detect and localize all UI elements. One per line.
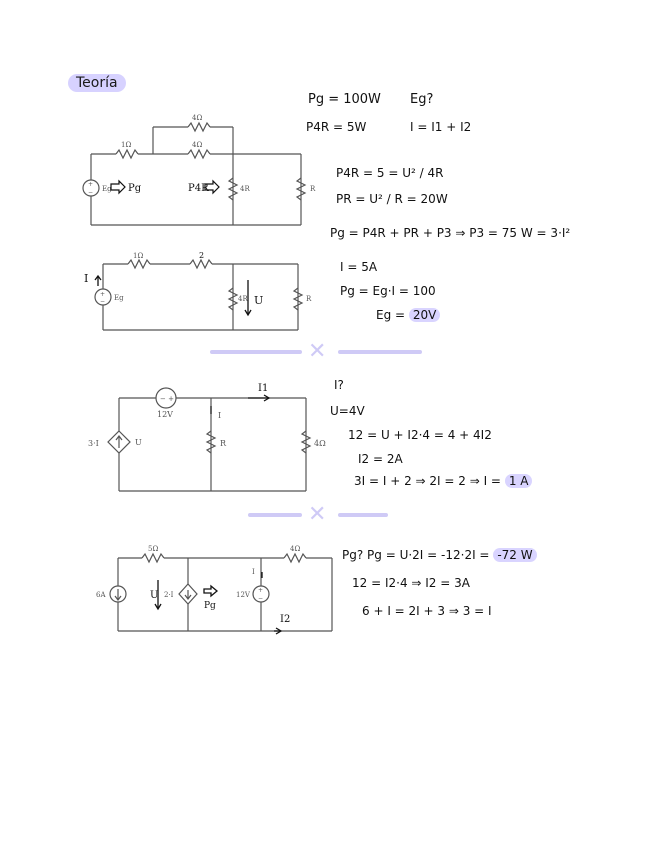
eg-prefix: Eg = [376,308,406,322]
note-eq3-1: 12 = I2·4 ⇒ I2 = 3A [352,576,470,590]
separator-x: ✕ [308,502,327,527]
v-source-label: 12V [236,591,250,599]
resistor-label: 4Ω [290,545,301,553]
current-label: I [84,272,89,285]
separator-x: ✕ [308,339,327,364]
voltage-label: U [150,590,159,601]
resistor-label: 5Ω [148,545,159,553]
note-currents: I = I1 + I2 [410,120,472,134]
voltage-label: U [135,438,142,447]
dep-source-label: 3·I [88,439,99,448]
resistor-label: 4R [240,185,250,193]
current-label: I [252,568,255,576]
svg-text:−: − [88,189,94,196]
note-eq2 [354,474,532,488]
note-pg3 [342,548,537,562]
circuit-3 [94,542,344,638]
resistor-label: 1Ω [133,252,144,260]
resistor-label: 1Ω [121,141,132,149]
current-label: I [218,411,222,420]
eq2-prefix: 3I = I + 2 ⇒ 2I = 2 ⇒ I = [354,474,501,488]
note-pg: Pg = 100W [308,92,381,107]
note-p4r: P4R = 5W [306,120,367,134]
voltage-label: U [254,294,264,307]
resistor-label: 4R [238,295,248,303]
pg-arrow-label: Pg [204,601,216,611]
current-label: I2 [280,614,291,625]
svg-text:+: + [258,587,264,594]
note-i: I = 5A [340,260,378,274]
note-pg-eg: Pg = Eg·I = 100 [340,284,436,298]
resistor-label: R [306,295,312,303]
svg-text:−: − [100,298,106,305]
resistor-label: 2 [199,251,205,260]
source-label: Eg [114,294,124,302]
dep-source-label: 2·I [164,591,174,599]
separator-bar [338,513,388,517]
pg-arrow-label: Pg [128,183,142,194]
separator-bar [338,350,422,354]
source-label: Eg [102,185,112,193]
i-answer: 1 A [505,474,533,488]
resistor-label: R [310,185,316,193]
i-source-label: 6A [96,591,106,599]
resistor-label: 4Ω [192,114,203,122]
separator-bar [210,350,302,354]
note-p4r-eq: P4R = 5 = U² / 4R [336,166,444,180]
note-i-question: I? [334,378,344,392]
circuit-2 [88,376,335,498]
svg-text:+: + [88,181,94,188]
separator-bar [248,513,302,517]
note-eq1: 12 = U + I2·4 = 4 + 4I2 [348,428,492,442]
note-pg-sum: Pg = P4R + PR + P3 ⇒ P3 = 75 W = 3·I² [330,226,571,240]
eg-answer: 20V [409,308,440,322]
v-source-label: 12V [157,410,173,419]
page-title: Teoría [68,74,126,92]
note-pr-eq: PR = U² / R = 20W [336,192,448,206]
note-eg-result [376,308,440,322]
circuit-1a [78,110,318,235]
resistor-label: 4Ω [192,141,203,149]
current-label: I1 [258,383,269,394]
svg-text:−: − [258,595,264,602]
p4r-arrow-label: P4R [188,183,209,194]
note-i2: I2 = 2A [358,452,403,466]
svg-text:+: + [100,291,106,298]
svg-text:− +: − + [160,395,174,403]
resistor-label: 4Ω [314,439,326,448]
circuit-1b [78,252,318,337]
note-eq3-2: 6 + I = 2I + 3 ⇒ 3 = I [362,604,492,618]
pg3-answer: -72 W [493,548,536,562]
note-eg-question: Eg? [410,92,434,107]
resistor-label: R [220,439,227,448]
pg3-prefix: Pg? Pg = U·2I = -12·2I = [342,548,490,562]
note-u: U=4V [330,404,365,418]
